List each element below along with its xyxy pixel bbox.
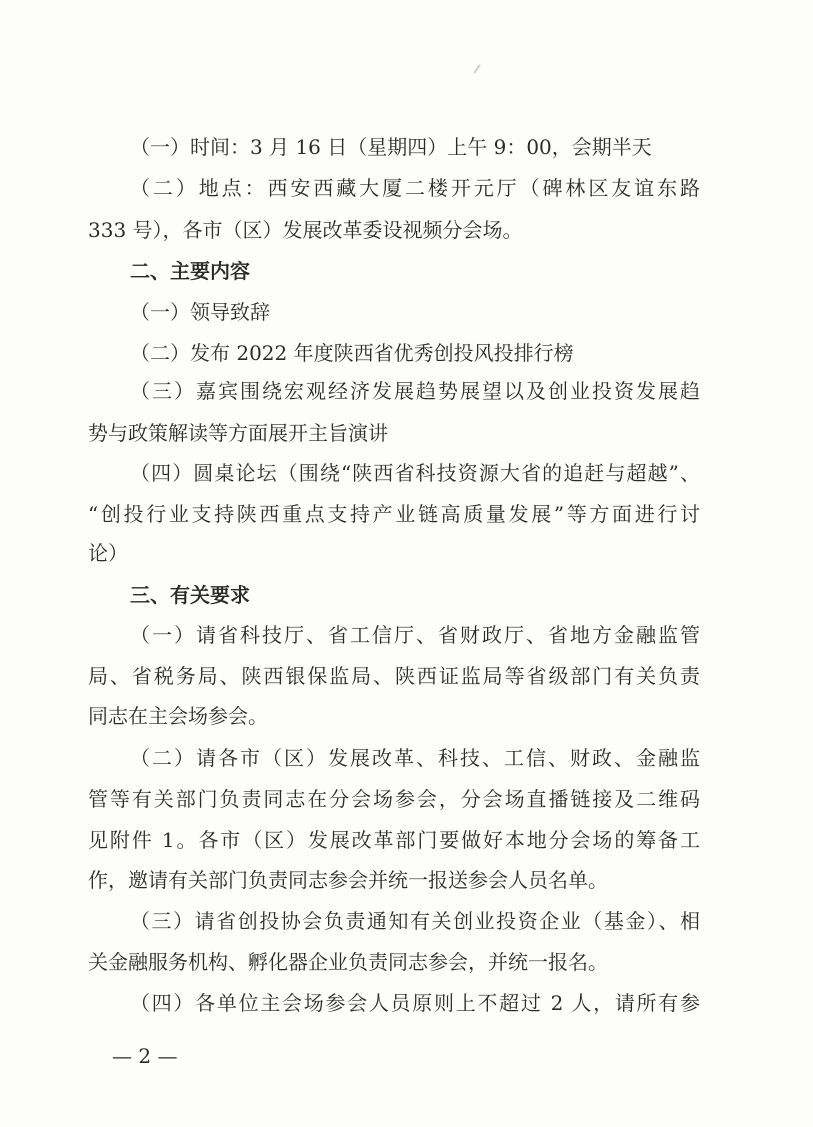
paragraph-line: （一）时间：3 月 16 日（星期四）上午 9：00，会期半天 (130, 135, 652, 159)
paragraph-line: （四）圆桌论坛（围绕“陕西省科技资源大省的追赶与超越”、 (130, 461, 700, 485)
section-heading: 二、主要内容 (130, 259, 250, 283)
paragraph-line: 局、省税务局、陕西银保监局、陕西证监局等省级部门有关负责 (88, 664, 700, 688)
paragraph-line: （四）各单位主会场参会人员原则上不超过 2 人，请所有参 (130, 991, 700, 1015)
paragraph-line: （一）领导致辞 (130, 300, 270, 324)
page-number: — 2 — (112, 1044, 178, 1068)
paragraph-line: 作，邀请有关部门负责同志参会并统一报送参会人员名单。 (88, 868, 608, 892)
paragraph-line: （三）请省创投协会负责通知有关创业投资企业（基金）、相 (130, 909, 700, 933)
scan-mark (473, 64, 480, 73)
paragraph-line: “创投行业支持陕西重点支持产业链高质量发展”等方面进行讨 (88, 502, 700, 526)
paragraph-line: 333 号），各市（区）发展改革委设视频分会场。 (88, 218, 523, 242)
paragraph-line: 势与政策解读等方面展开主旨演讲 (88, 421, 388, 445)
paragraph-line: 关金融服务机构、孵化器企业负责同志参会，并统一报名。 (88, 950, 608, 974)
paragraph-line: 同志在主会场参会。 (88, 704, 268, 728)
paragraph-line: 论） (88, 541, 128, 565)
paragraph-line: （二）地点：西安西藏大厦二楼开元厅（碑林区友谊东路 (130, 176, 700, 200)
paragraph-line: （二）请各市（区）发展改革、科技、工信、财政、金融监 (130, 746, 700, 770)
paragraph-line: 见附件 1。各市（区）发展改革部门要做好本地分会场的筹备工 (88, 828, 700, 852)
paragraph-line: （一）请省科技厅、省工信厅、省财政厅、省地方金融监管 (130, 623, 700, 647)
paragraph-line: 管等有关部门负责同志在分会场参会，分会场直播链接及二维码 (88, 787, 700, 811)
paragraph-line: （三）嘉宾围绕宏观经济发展趋势展望以及创业投资发展趋 (130, 379, 700, 403)
paragraph-line: （二）发布 2022 年度陕西省优秀创投风投排行榜 (130, 341, 574, 365)
section-heading: 三、有关要求 (130, 583, 250, 607)
